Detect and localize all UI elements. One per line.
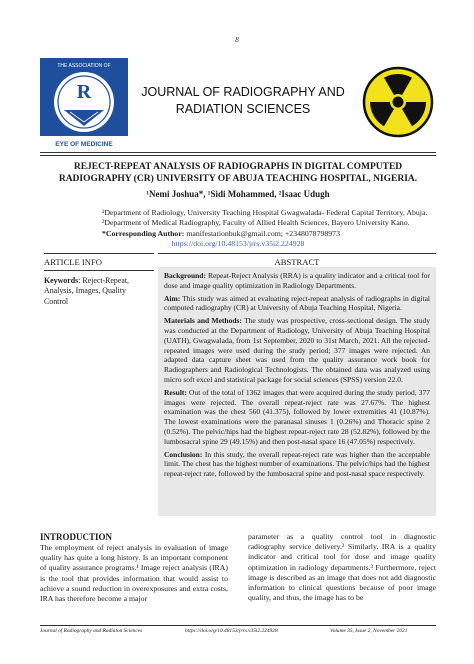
logo-bottom-text: EYE OF MEDICINE (55, 141, 113, 148)
keywords-label: Keywords (44, 276, 79, 285)
introduction-heading: INTRODUCTION (40, 532, 113, 542)
doi-link[interactable]: https://doi.org/10.48153/jrrs.v35i2.224928 (171, 239, 305, 249)
result-text: Out of the total of 1362 images that were acquired during the study period, 377 images were rejected. The overall repeat-reject rate was 27.67%. The highest examination was the chest 560 (41.375), followed by lower extremities 41 (10.87%). The lowest examinations were the paranasal sinuses 1 (0.26%) and Thoracic spine 2 (0.52%). The pelvic/hips had the highest repeat-reject rate 28 (52.82%), followed by the lumbosacral spine 29 (49.15%) and then post-nasal space 16 (47.05%) respectively. (164, 387, 430, 446)
article-info-heading: ARTICLE INFO (44, 257, 102, 267)
journal-title-line2: RADIATION SCIENCES (175, 102, 311, 116)
aim-label: Aim: (164, 293, 181, 303)
keywords-text: : Reject-Repeat, Analysis, Images, Quality Control (44, 276, 130, 306)
affiliation-2: ²Department of Medical Radiography, Faculty of Allied Health Sciences, Bayero University Kano. (102, 218, 410, 228)
article-info-header (40, 253, 154, 271)
methods-text: The study was prospective, cross-sectional design. The study was conducted at the Department of Radiology, University of Abuja Teaching Hospital (UATH), Gwagwalada, from 1st September, 2020 to 31st March, 2021. All the rejected-repeated images were used during the study period; 377 images were rejected. An adapted data capture sheet was used from the quality assurance work book for Radiographers and Radiological Technologists. The obtained data was analyzed using micro soft excel and statistical package for social sciences (SPSS) version 22.0. (164, 316, 431, 384)
background-text: Repeat-Reject Analysis (RRA) is a quality indicator and a critical tool for dose and image quality optimization in Radiology Departments. (164, 271, 430, 290)
abstract-methods (164, 316, 430, 385)
journal-title-line1: JOURNAL OF RADIOGRAPHY AND (141, 85, 345, 99)
footer-rule (40, 625, 436, 626)
logo-top-text: THE ASSOCIATION OF (57, 63, 111, 69)
abstract-conclusion (164, 450, 430, 479)
footer-doi[interactable]: https://doi.org/10.48153/jrrs.v35i2.224928 (185, 628, 278, 634)
abstract-heading: ABSTRACT (274, 257, 320, 267)
methods-label: Materials and Methods: (164, 316, 242, 326)
article-info-rule-bottom (44, 270, 154, 271)
abstract-aim (164, 294, 430, 314)
corresponding-label: *Corresponding Author: (102, 228, 185, 238)
paper-title: REJECT-REPEAT ANALYSIS OF RADIOGRAPHS IN DIGITAL COMPUTED RADIOGRAPHY (CR) UNIVERSITY OF ABUJA TEACHING HOSPITAL, NIGERIA. (58, 162, 418, 184)
abstract-background (164, 271, 430, 291)
page-number: 8 (235, 36, 239, 44)
keywords-block (40, 276, 150, 307)
radiation-hazard-icon (362, 66, 434, 138)
footer-volume: Volume 35, Issue 2, November 2021 (330, 628, 408, 634)
aim-text: This study was aimed at evaluating reject-repeat analysis of radiographs in digital computed radiography (CR) at University of Abuja Teaching Hospital, Nigeria. (164, 293, 430, 313)
introduction-right-column: parameter as a quality control tool in diagnostic radiography service delivery.² Similarly, IRA is a quality indicator and critical tool for dose and image quality optimization in radiology departments.³ Furthermore, reject image is described as an image that does not add diagnostic information to clinical questions because of poor image quality, and thus, the image has to be (248, 532, 436, 603)
conclusion-text: In this study, the overall repeat-reject rate was higher than the acceptable limit. The chest has the highest number of examinations. The pelvic/hips had the highest repeat-reject rate, followed by the lumbosacral spine and post-nasal space respectively. (164, 449, 430, 479)
header-rule (40, 152, 436, 153)
abstract-rule-top (158, 253, 436, 254)
paper-authors: ¹Nemi Joshua*, ¹Sidi Mohammed, ²Isaac Udugh (146, 189, 330, 199)
corresponding-author (102, 229, 436, 239)
abstract-header (158, 253, 436, 267)
abstract-body (158, 267, 436, 516)
abstract-result (164, 388, 430, 447)
corresponding-value: manifestationbuk@gmail.com; +2348078798973 (184, 228, 340, 238)
logo-letter: R (76, 81, 92, 103)
affiliation-1: ¹Department of Radiology, University Teaching Hospital Gwagwalada- Federal Capital Territory, Abuja. (102, 208, 428, 217)
result-label: Result: (164, 387, 187, 397)
article-info-rule-top (44, 253, 154, 254)
background-label: Background: (164, 271, 206, 280)
introduction-left-column: The employment of reject analysis in evaluation of image quality has quite a long history. Is an important component of quality assurance programs.¹ Image reject analysis (IRA) is the tool that provides information that would assist to achieve a sound reduction in overexposures and extra costs, IRA has therefore become a major (40, 543, 228, 604)
footer-journal: Journal of Radiography and Radiaton Sciences (40, 628, 143, 634)
association-logo (40, 58, 128, 150)
affiliations (40, 208, 436, 250)
journal-title (138, 84, 348, 118)
header-rule-thin (40, 155, 436, 156)
conclusion-label: Conclusion: (164, 449, 203, 459)
